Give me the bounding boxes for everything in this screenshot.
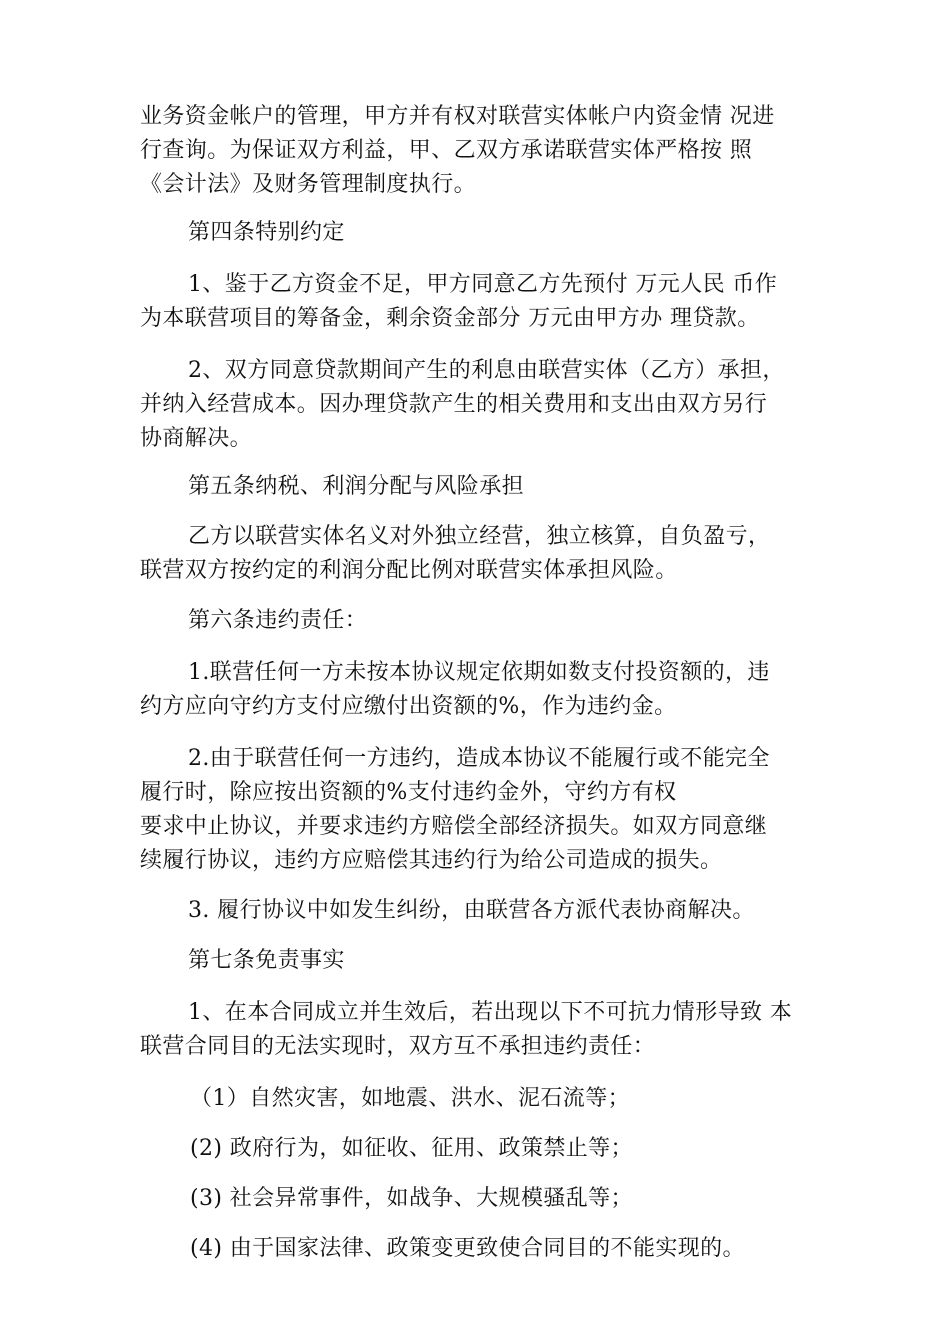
list-item: (3) 社会异常事件，如战争、大规模骚乱等；	[190, 1186, 633, 1211]
paragraph-line: 并纳入经营成本。因办理贷款产生的相关费用和支出由双方另行	[140, 392, 768, 417]
paragraph-line: 联营双方按约定的利润分配比例对联营实体承担风险。	[140, 558, 678, 583]
list-item: （1）自然灾害，如地震、洪水、泥石流等；	[190, 1086, 630, 1111]
paragraph-line: 联营合同目的无法实现时，双方互不承担违约责任：	[140, 1034, 656, 1059]
list-item: (2) 政府行为，如征收、征用、政策禁止等；	[190, 1136, 633, 1161]
section-heading: 第五条纳税、利润分配与风险承担	[188, 474, 525, 499]
paragraph-line: 要求中止协议，并要求违约方赔偿全部经济损失。如双方同意继	[140, 814, 768, 839]
list-item: (4) 由于国家法律、政策变更致使合同目的不能实现的。	[190, 1236, 745, 1261]
section-heading: 第六条违约责任：	[188, 608, 368, 633]
paragraph-line: 1、在本合同成立并生效后，若出现以下不可抗力情形导致 本	[188, 1000, 793, 1025]
paragraph-line: 续履行协议，违约方应赔偿其违约行为给公司造成的损失。	[140, 848, 723, 873]
paragraph-line: 协商解决。	[140, 426, 253, 451]
paragraph-line: 履行时，除应按出资额的%支付违约金外，守约方有权	[140, 780, 677, 805]
paragraph-line: 3. 履行协议中如发生纠纷，由联营各方派代表协商解决。	[188, 898, 755, 923]
paragraph-line: 2.由于联营任何一方违约，造成本协议不能履行或不能完全	[188, 746, 770, 771]
paragraph-line: 业务资金帐户的管理，甲方并有权对联营实体帐户内资金情 况进	[140, 104, 775, 129]
paragraph-line: 行查询。为保证双方利益，甲、乙双方承诺联营实体严格按 照	[140, 138, 753, 163]
paragraph-line: 为本联营项目的筹备金，剩余资金部分 万元由甲方办 理贷款。	[140, 306, 760, 331]
paragraph-line: 1.联营任何一方未按本协议规定依期如数支付投资额的，违	[188, 660, 770, 685]
paragraph-line: 《会计法》及财务管理制度执行。	[140, 172, 477, 197]
paragraph-line: 乙方以联营实体名义对外独立经营，独立核算，自负盈亏，	[188, 524, 771, 549]
paragraph-line: 约方应向守约方支付应缴付出资额的%，作为违约金。	[140, 694, 677, 719]
section-heading: 第四条特别约定	[188, 220, 345, 245]
paragraph-line: 1、鉴于乙方资金不足，甲方同意乙方先预付 万元人民 币作	[188, 272, 778, 297]
paragraph-line: 2、双方同意贷款期间产生的利息由联营实体（乙方）承担，	[188, 358, 785, 383]
section-heading: 第七条免责事实	[188, 948, 345, 973]
